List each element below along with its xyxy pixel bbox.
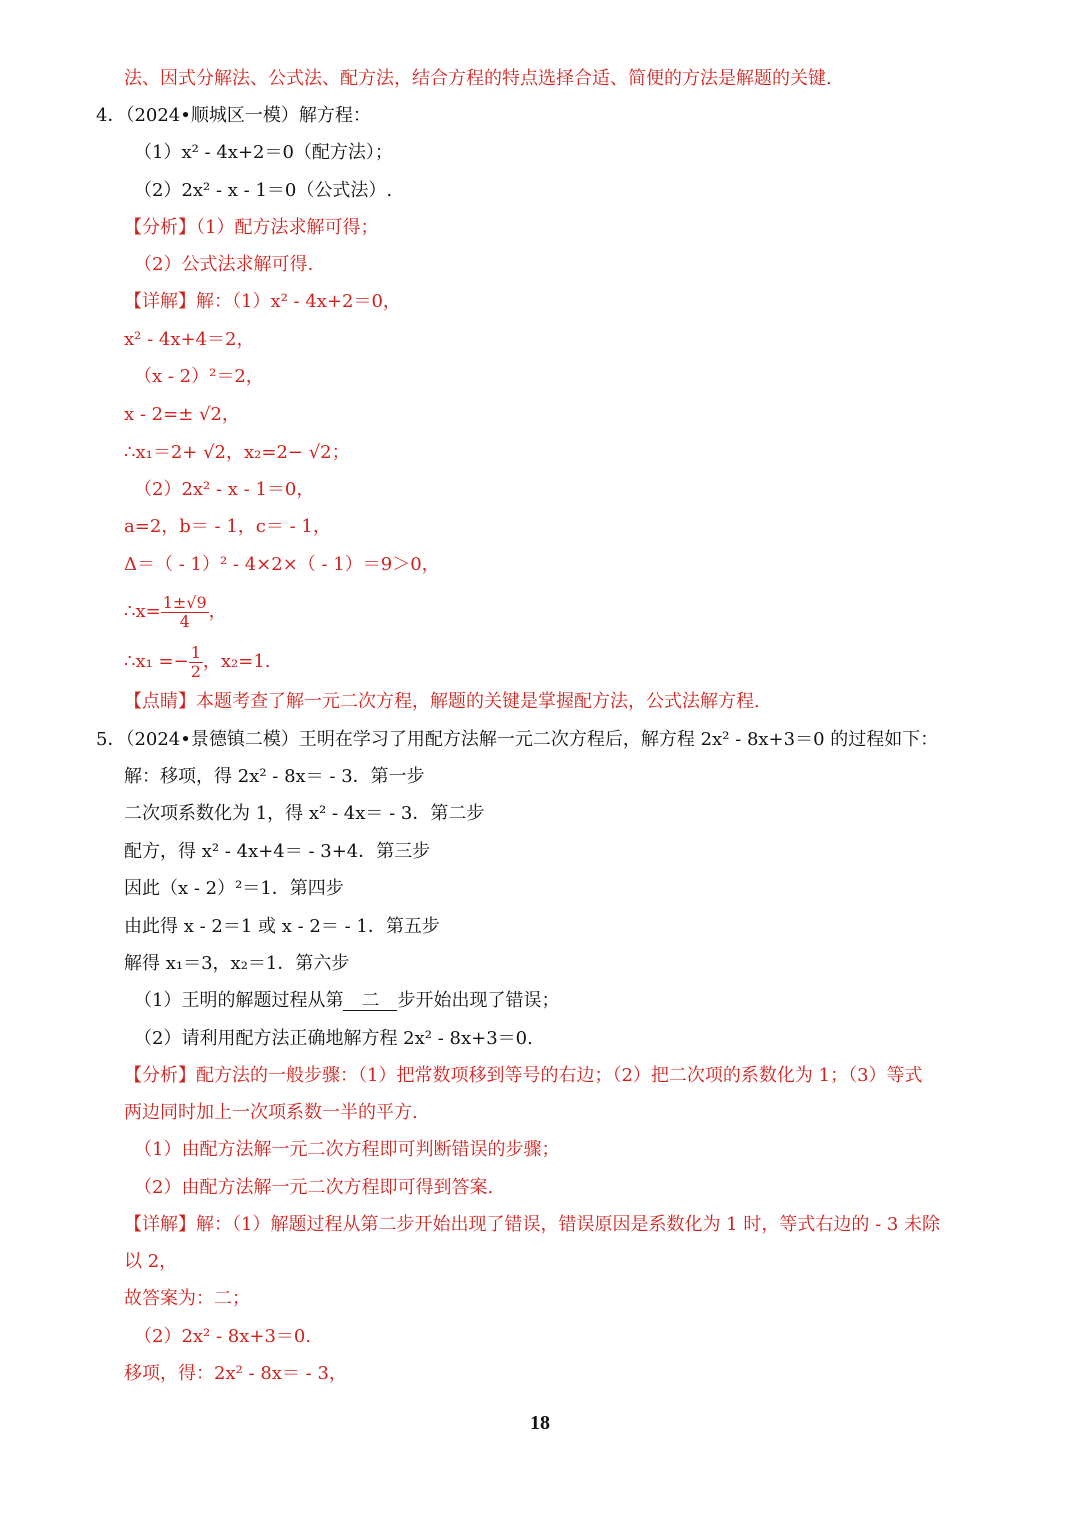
question-step: 配方，得 x² - 4x+4＝ - 3+4．第三步 — [124, 841, 431, 862]
fraction-line — [124, 642, 271, 682]
analysis-line: （1）由配方法解一元二次方程即可判断错误的步骤； — [134, 1139, 560, 1160]
analysis-line: 两边同时加上一次项系数一半的平方. — [124, 1102, 418, 1123]
question-step: 二次项系数化为 1，得 x² - 4x＝ - 3．第二步 — [124, 803, 485, 824]
solution-line: x - 2=± √2， — [124, 404, 240, 425]
question-4-heading: 4．（2024•顺城区一模）解方程： — [96, 105, 371, 126]
question-step: 由此得 x - 2＝1 或 x - 2＝ - 1．第五步 — [124, 916, 440, 937]
question-4-part-2: （2）2x² - x - 1＝0（公式法）. — [134, 180, 393, 201]
detail-line: 【详解】解：（1）x² - 4x+2＝0， — [124, 291, 401, 312]
fraction-denominator: 4 — [179, 611, 190, 631]
fraction-numerator: 1 — [190, 642, 201, 662]
solution-line: （2）2x² - 8x+3＝0. — [134, 1326, 312, 1347]
analysis-line: （2）公式法求解可得. — [134, 254, 314, 275]
solution-line: 法、因式分解法、公式法、配方法，结合方程的特点选择合适、简便的方法是解题的关键. — [124, 68, 832, 89]
analysis-line: 【分析】配方法的一般步骤：（1）把常数项移到等号的右边；（2）把二次项的系数化为 1；（3）等式 — [124, 1065, 923, 1086]
answer-line: 故答案为：二； — [124, 1288, 250, 1309]
fraction — [161, 594, 209, 631]
solution-line: （2）2x² - x - 1＝0， — [134, 479, 315, 500]
question-4-part-1: （1）x² - 4x+2＝0（配方法）； — [134, 142, 393, 163]
analysis-line: 【分析】（1）配方法求解可得； — [124, 217, 379, 238]
fraction-suffix: ， — [208, 601, 227, 622]
detail-line: 【详解】解：（1）解题过程从第二步开始出现了错误，错误原因是系数化为 1 时，等式右边的 - 3 未除 — [124, 1214, 941, 1235]
answer-blank: 二 — [343, 992, 397, 1011]
solution-line: 移项，得：2x² - 8x＝ - 3， — [124, 1363, 347, 1384]
question-5-heading: 5．（2024•景德镇二模）王明在学习了用配方法解一元二次方程后，解方程 2x² - 8x+3＝0 的过程如下： — [96, 729, 939, 750]
fraction-prefix: ∴x₁ =− — [124, 651, 189, 672]
comment-line: 【点睛】本题考查了解一元二次方程，解题的关键是掌握配方法，公式法解方程. — [124, 691, 760, 712]
analysis-line: （2）由配方法解一元二次方程即可得到答案. — [134, 1177, 494, 1198]
blank-suffix: 步开始出现了错误； — [397, 990, 560, 1011]
fraction-line — [124, 592, 227, 632]
fraction-prefix: ∴x= — [124, 601, 161, 622]
solution-line: x² - 4x+4＝2， — [124, 329, 255, 350]
fraction — [189, 644, 203, 681]
solution-line: （x - 2）²＝2， — [134, 366, 264, 387]
fraction-numerator: 1±√9 — [162, 592, 207, 612]
question-step: 因此（x - 2）²＝1．第四步 — [124, 878, 344, 899]
question-5-part-2: （2）请利用配方法正确地解方程 2x² - 8x+3＝0. — [134, 1028, 533, 1049]
blank-prefix: （1）王明的解题过程从第 — [134, 990, 344, 1011]
fraction-suffix: ，x₂=1. — [202, 651, 271, 672]
fraction-denominator: 2 — [190, 661, 201, 681]
solution-line: Δ＝（ - 1）² - 4×2×（ - 1）＝9＞0， — [124, 554, 440, 575]
question-5-part-1 — [134, 990, 559, 1012]
solution-line: ∴x₁＝2+ √2，x₂=2− √2； — [124, 442, 350, 463]
solution-line: a=2，b＝ - 1，c＝ - 1， — [124, 516, 331, 537]
question-step: 解：移项，得 2x² - 8x＝ - 3．第一步 — [124, 766, 425, 787]
page-number: 18 — [530, 1412, 550, 1434]
detail-line: 以 2， — [124, 1251, 178, 1272]
question-step: 解得 x₁＝3，x₂＝1．第六步 — [124, 953, 350, 974]
